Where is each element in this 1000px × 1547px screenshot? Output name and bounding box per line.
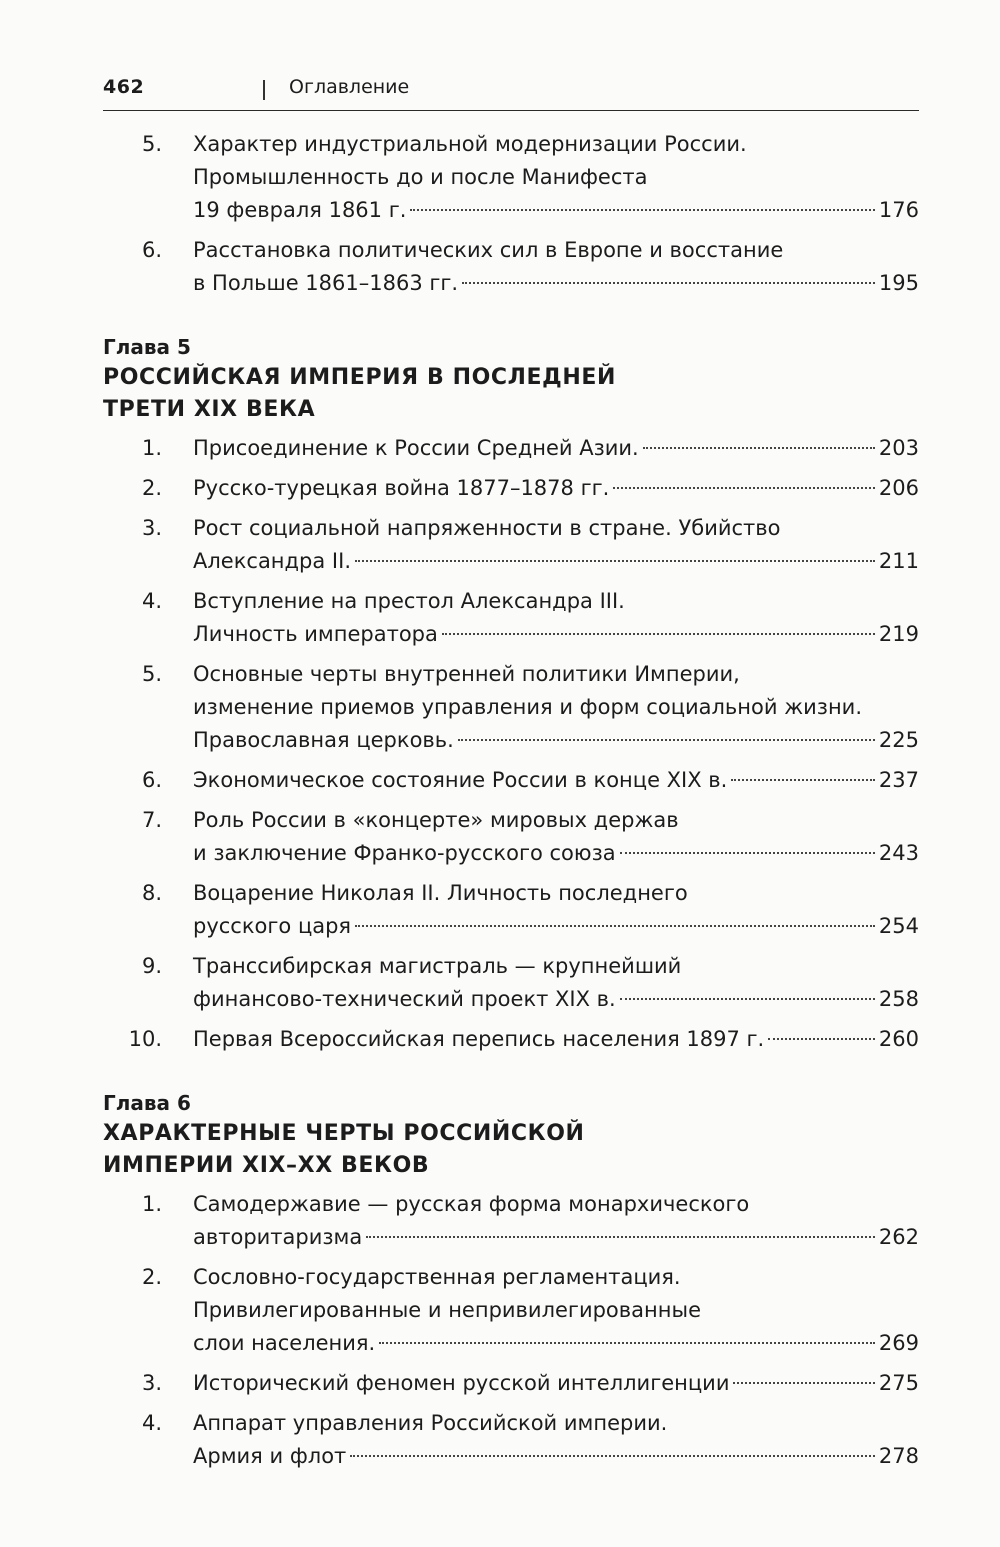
dot-leader (613, 487, 875, 489)
chapter-heading (103, 1088, 919, 1182)
toc-entry[interactable] (103, 432, 919, 465)
chapter-title-line: ИМПЕРИИ XIX–XX ВЕКОВ (103, 1153, 430, 1178)
entry-title-line: Присоединение к России Средней Азии. (193, 436, 639, 460)
entry-title-line: слои населения. (193, 1331, 376, 1355)
entry-title-line: Промышленность до и после Манифеста (193, 165, 648, 189)
entry-page-number: 203 (878, 436, 919, 460)
entry-last-line (193, 764, 919, 797)
entry-last-line (193, 472, 919, 505)
toc-entry[interactable] (103, 512, 919, 578)
entry-number: 10. (128, 1027, 162, 1051)
entry-page-number: 269 (878, 1331, 919, 1355)
entry-number: 1. (141, 1192, 162, 1216)
entry-title-line: Армия и флот (193, 1444, 347, 1468)
entry-number: 3. (141, 516, 162, 540)
entry-page-number: 219 (878, 622, 919, 646)
entry-last-line (193, 724, 919, 757)
toc-entry[interactable] (103, 877, 919, 943)
entry-last-line (193, 432, 919, 465)
entry-page-number: 262 (878, 1225, 919, 1249)
toc-entry[interactable] (103, 1407, 919, 1473)
entry-title-line: Воцарение Николая II. Личность последнего (193, 881, 688, 905)
entry-page-number: 278 (878, 1444, 919, 1468)
entry-title-line: Привилегированные и непривилегированные (193, 1298, 701, 1322)
entry-title-line: Экономическое состояние России в конце XIX в. (193, 768, 728, 792)
toc-entry[interactable] (103, 1261, 919, 1360)
toc-entry[interactable] (103, 1023, 919, 1056)
entry-last-line (193, 1367, 919, 1400)
entry-number: 9. (141, 954, 162, 978)
toc-entry[interactable] (103, 658, 919, 757)
entry-number: 5. (141, 132, 162, 156)
dot-leader (733, 1382, 874, 1384)
toc-entry[interactable] (103, 764, 919, 797)
entry-title-line: изменение приемов управления и форм социальной жизни. (193, 695, 862, 719)
entry-page-number: 206 (878, 476, 919, 500)
entry-number: 7. (141, 808, 162, 832)
entry-title-line: финансово-технический проект XIX в. (193, 987, 616, 1011)
entry-title-line: в Польше 1861–1863 гг. (193, 271, 459, 295)
entry-number: 5. (141, 662, 162, 686)
dot-leader (643, 447, 875, 449)
entry-title-line: Аппарат управления Российской империи. (193, 1411, 668, 1435)
entry-title-line: русского царя (193, 914, 352, 938)
entry-number: 8. (141, 881, 162, 905)
entry-title-line: Исторический феномен русской интеллигенции (193, 1371, 730, 1395)
entry-number: 2. (141, 1265, 162, 1289)
entry-last-line (193, 618, 919, 651)
entry-last-line (193, 1327, 919, 1360)
dot-leader (620, 998, 875, 1000)
dot-leader (731, 779, 875, 781)
dot-leader (458, 739, 875, 741)
entry-title-line: Сословно-государственная регламентация. (193, 1265, 681, 1289)
entry-title-line: Вступление на престол Александра III. (193, 589, 625, 613)
page-number: 462 (103, 76, 145, 98)
entry-title-line: Транссибирская магистраль — крупнейший (193, 954, 682, 978)
toc-entry[interactable] (103, 128, 919, 227)
entry-last-line (193, 1440, 919, 1473)
entry-title-line: Православная церковь. (193, 728, 454, 752)
entry-page-number: 275 (878, 1371, 919, 1395)
toc-entry[interactable] (103, 1188, 919, 1254)
dot-leader (350, 1455, 875, 1457)
entry-title-line: Рост социальной напряженности в стране. Убийство (193, 516, 781, 540)
header-title: Оглавление (289, 76, 410, 98)
entry-last-line (193, 1221, 919, 1254)
header-separator (263, 80, 265, 100)
chapter-label: Глава 5 (103, 335, 191, 359)
dot-leader (768, 1038, 875, 1040)
toc-entry[interactable] (103, 472, 919, 505)
dot-leader (462, 282, 875, 284)
entry-number: 3. (141, 1371, 162, 1395)
dot-leader (442, 633, 875, 635)
entry-title-line: авторитаризма (193, 1225, 363, 1249)
chapter-heading (103, 332, 919, 426)
entry-number: 1. (141, 436, 162, 460)
entry-title-line: Первая Всероссийская перепись населения 1897 г. (193, 1027, 765, 1051)
entry-title-line: Самодержавие — русская форма монархического (193, 1192, 750, 1216)
entry-page-number: 195 (878, 271, 919, 295)
entry-title-line: Личность императора (193, 622, 438, 646)
entry-title-line: Роль России в «концерте» мировых держав (193, 808, 679, 832)
entry-page-number: 260 (878, 1027, 919, 1051)
entry-number: 4. (141, 1411, 162, 1435)
chapter-title-line: РОССИЙСКАЯ ИМПЕРИЯ В ПОСЛЕДНЕЙ (103, 365, 617, 390)
entry-title-line: Расстановка политических сил в Европе и восстание (193, 238, 784, 262)
dot-leader (355, 560, 875, 562)
dot-leader (355, 925, 875, 927)
toc-entry[interactable] (103, 950, 919, 1016)
entry-page-number: 211 (878, 549, 919, 573)
entry-page-number: 254 (878, 914, 919, 938)
toc-entry[interactable] (103, 585, 919, 651)
dot-leader (410, 209, 875, 211)
chapter-title-line: ХАРАКТЕРНЫЕ ЧЕРТЫ РОССИЙСКОЙ (103, 1121, 585, 1146)
entry-number: 6. (141, 238, 162, 262)
entry-page-number: 258 (878, 987, 919, 1011)
entry-last-line (193, 910, 919, 943)
entry-number: 2. (141, 476, 162, 500)
chapter-label: Глава 6 (103, 1091, 191, 1115)
entry-number: 6. (141, 768, 162, 792)
entry-page-number: 176 (878, 198, 919, 222)
dot-leader (379, 1342, 875, 1344)
entry-last-line (193, 1023, 919, 1056)
entry-page-number: 237 (878, 768, 919, 792)
entry-title-line: Характер индустриальной модернизации России. (193, 132, 747, 156)
chapter-title-line: ТРЕТИ XIX ВЕКА (103, 397, 316, 422)
entry-title-line: и заключение Франко-русского союза (193, 841, 616, 865)
toc-entry[interactable] (103, 234, 919, 300)
entry-last-line (193, 267, 919, 300)
entry-last-line (193, 545, 919, 578)
entry-last-line (193, 983, 919, 1016)
dot-leader (620, 852, 875, 854)
running-header (103, 76, 919, 111)
dot-leader (366, 1236, 875, 1238)
entry-title-line: Русско-турецкая война 1877–1878 гг. (193, 476, 610, 500)
toc-entry[interactable] (103, 804, 919, 870)
entry-number: 4. (141, 589, 162, 613)
entry-title-line: Основные черты внутренней политики Империи, (193, 662, 740, 686)
entry-page-number: 225 (878, 728, 919, 752)
entry-title-line: 19 февраля 1861 г. (193, 198, 407, 222)
table-of-contents (103, 128, 919, 1480)
entry-title-line: Александра II. (193, 549, 351, 573)
toc-entry[interactable] (103, 1367, 919, 1400)
entry-last-line (193, 837, 919, 870)
entry-page-number: 243 (878, 841, 919, 865)
entry-last-line (193, 194, 919, 227)
